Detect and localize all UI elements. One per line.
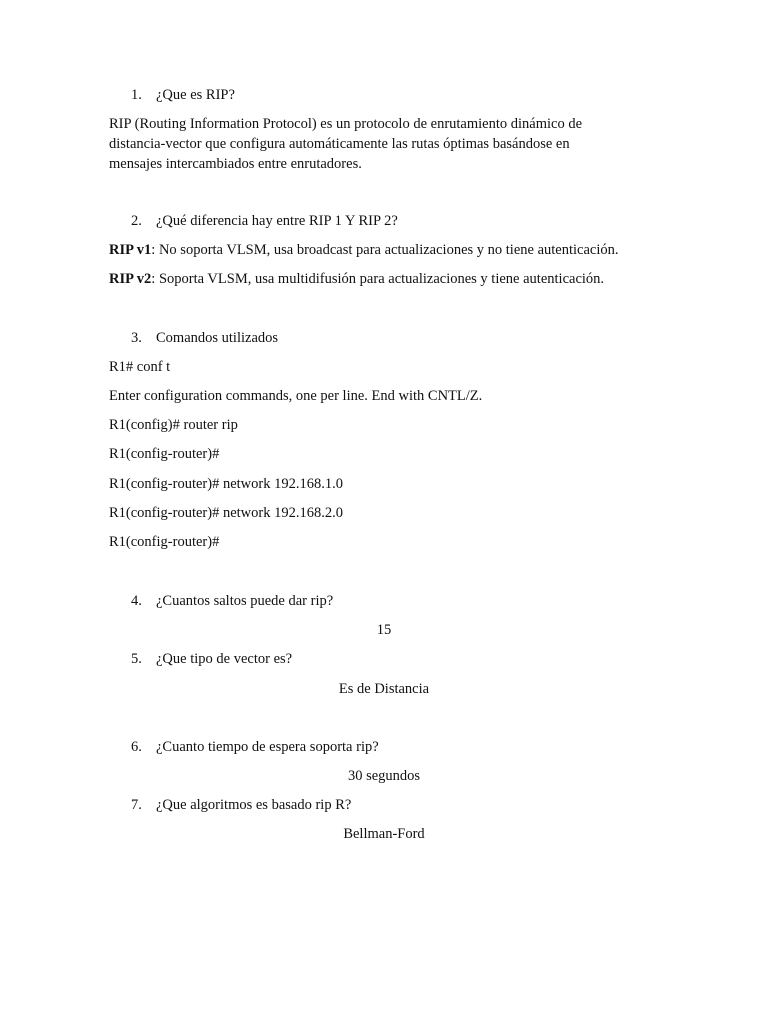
answer-2-rip-v2 xyxy=(109,270,604,288)
answer-4: 15 xyxy=(376,622,392,638)
question-number: 6. xyxy=(131,739,142,755)
rip-v1-label: RIP v1 xyxy=(109,242,152,258)
question-text: Comandos utilizados xyxy=(156,330,279,346)
question-text: ¿Que algoritmos es basado rip R? xyxy=(156,797,352,813)
question-text: ¿Cuantos saltos puede dar rip? xyxy=(156,593,334,609)
question-number: 2. xyxy=(131,213,142,229)
rip-v2-text: : Soporta VLSM, usa multidifusión para actualizaciones y tiene autenticación. xyxy=(151,271,605,287)
command-line: R1(config-router)# xyxy=(109,534,220,550)
question-text: ¿Que tipo de vector es? xyxy=(156,651,293,667)
answer-1-line-3: mensajes intercambiados entre enrutadores. xyxy=(109,156,362,172)
question-text: ¿Que es RIP? xyxy=(156,87,235,103)
command-line: Enter configuration commands, one per line. End with CNTL/Z. xyxy=(109,388,483,404)
answer-2-rip-v1 xyxy=(109,241,619,259)
answer-1-line-1: RIP (Routing Information Protocol) es un protocolo de enrutamiento dinámico de xyxy=(109,116,583,132)
question-number: 5. xyxy=(131,651,142,667)
command-line: R1(config)# router rip xyxy=(109,417,238,433)
question-number: 1. xyxy=(131,87,142,103)
rip-v2-label: RIP v2 xyxy=(109,271,152,287)
rip-v1-text: : No soporta VLSM, usa broadcast para actualizaciones y no tiene autenticación. xyxy=(151,242,619,258)
question-text: ¿Qué diferencia hay entre RIP 1 Y RIP 2? xyxy=(156,213,398,229)
question-number: 7. xyxy=(131,797,142,813)
answer-1-line-2: distancia-vector que configura automáticamente las rutas óptimas basándose en xyxy=(109,136,570,152)
command-line: R1(config-router)# network 192.168.1.0 xyxy=(109,476,343,492)
answer-7: Bellman-Ford xyxy=(343,826,425,842)
question-number: 3. xyxy=(131,330,142,346)
command-line: R1(config-router)# xyxy=(109,446,220,462)
command-line: R1(config-router)# network 192.168.2.0 xyxy=(109,505,343,521)
command-line: R1# conf t xyxy=(109,359,171,375)
answer-6: 30 segundos xyxy=(347,768,421,784)
question-text: ¿Cuanto tiempo de espera soporta rip? xyxy=(156,739,379,755)
answer-5: Es de Distancia xyxy=(338,681,430,697)
question-number: 4. xyxy=(131,593,142,609)
